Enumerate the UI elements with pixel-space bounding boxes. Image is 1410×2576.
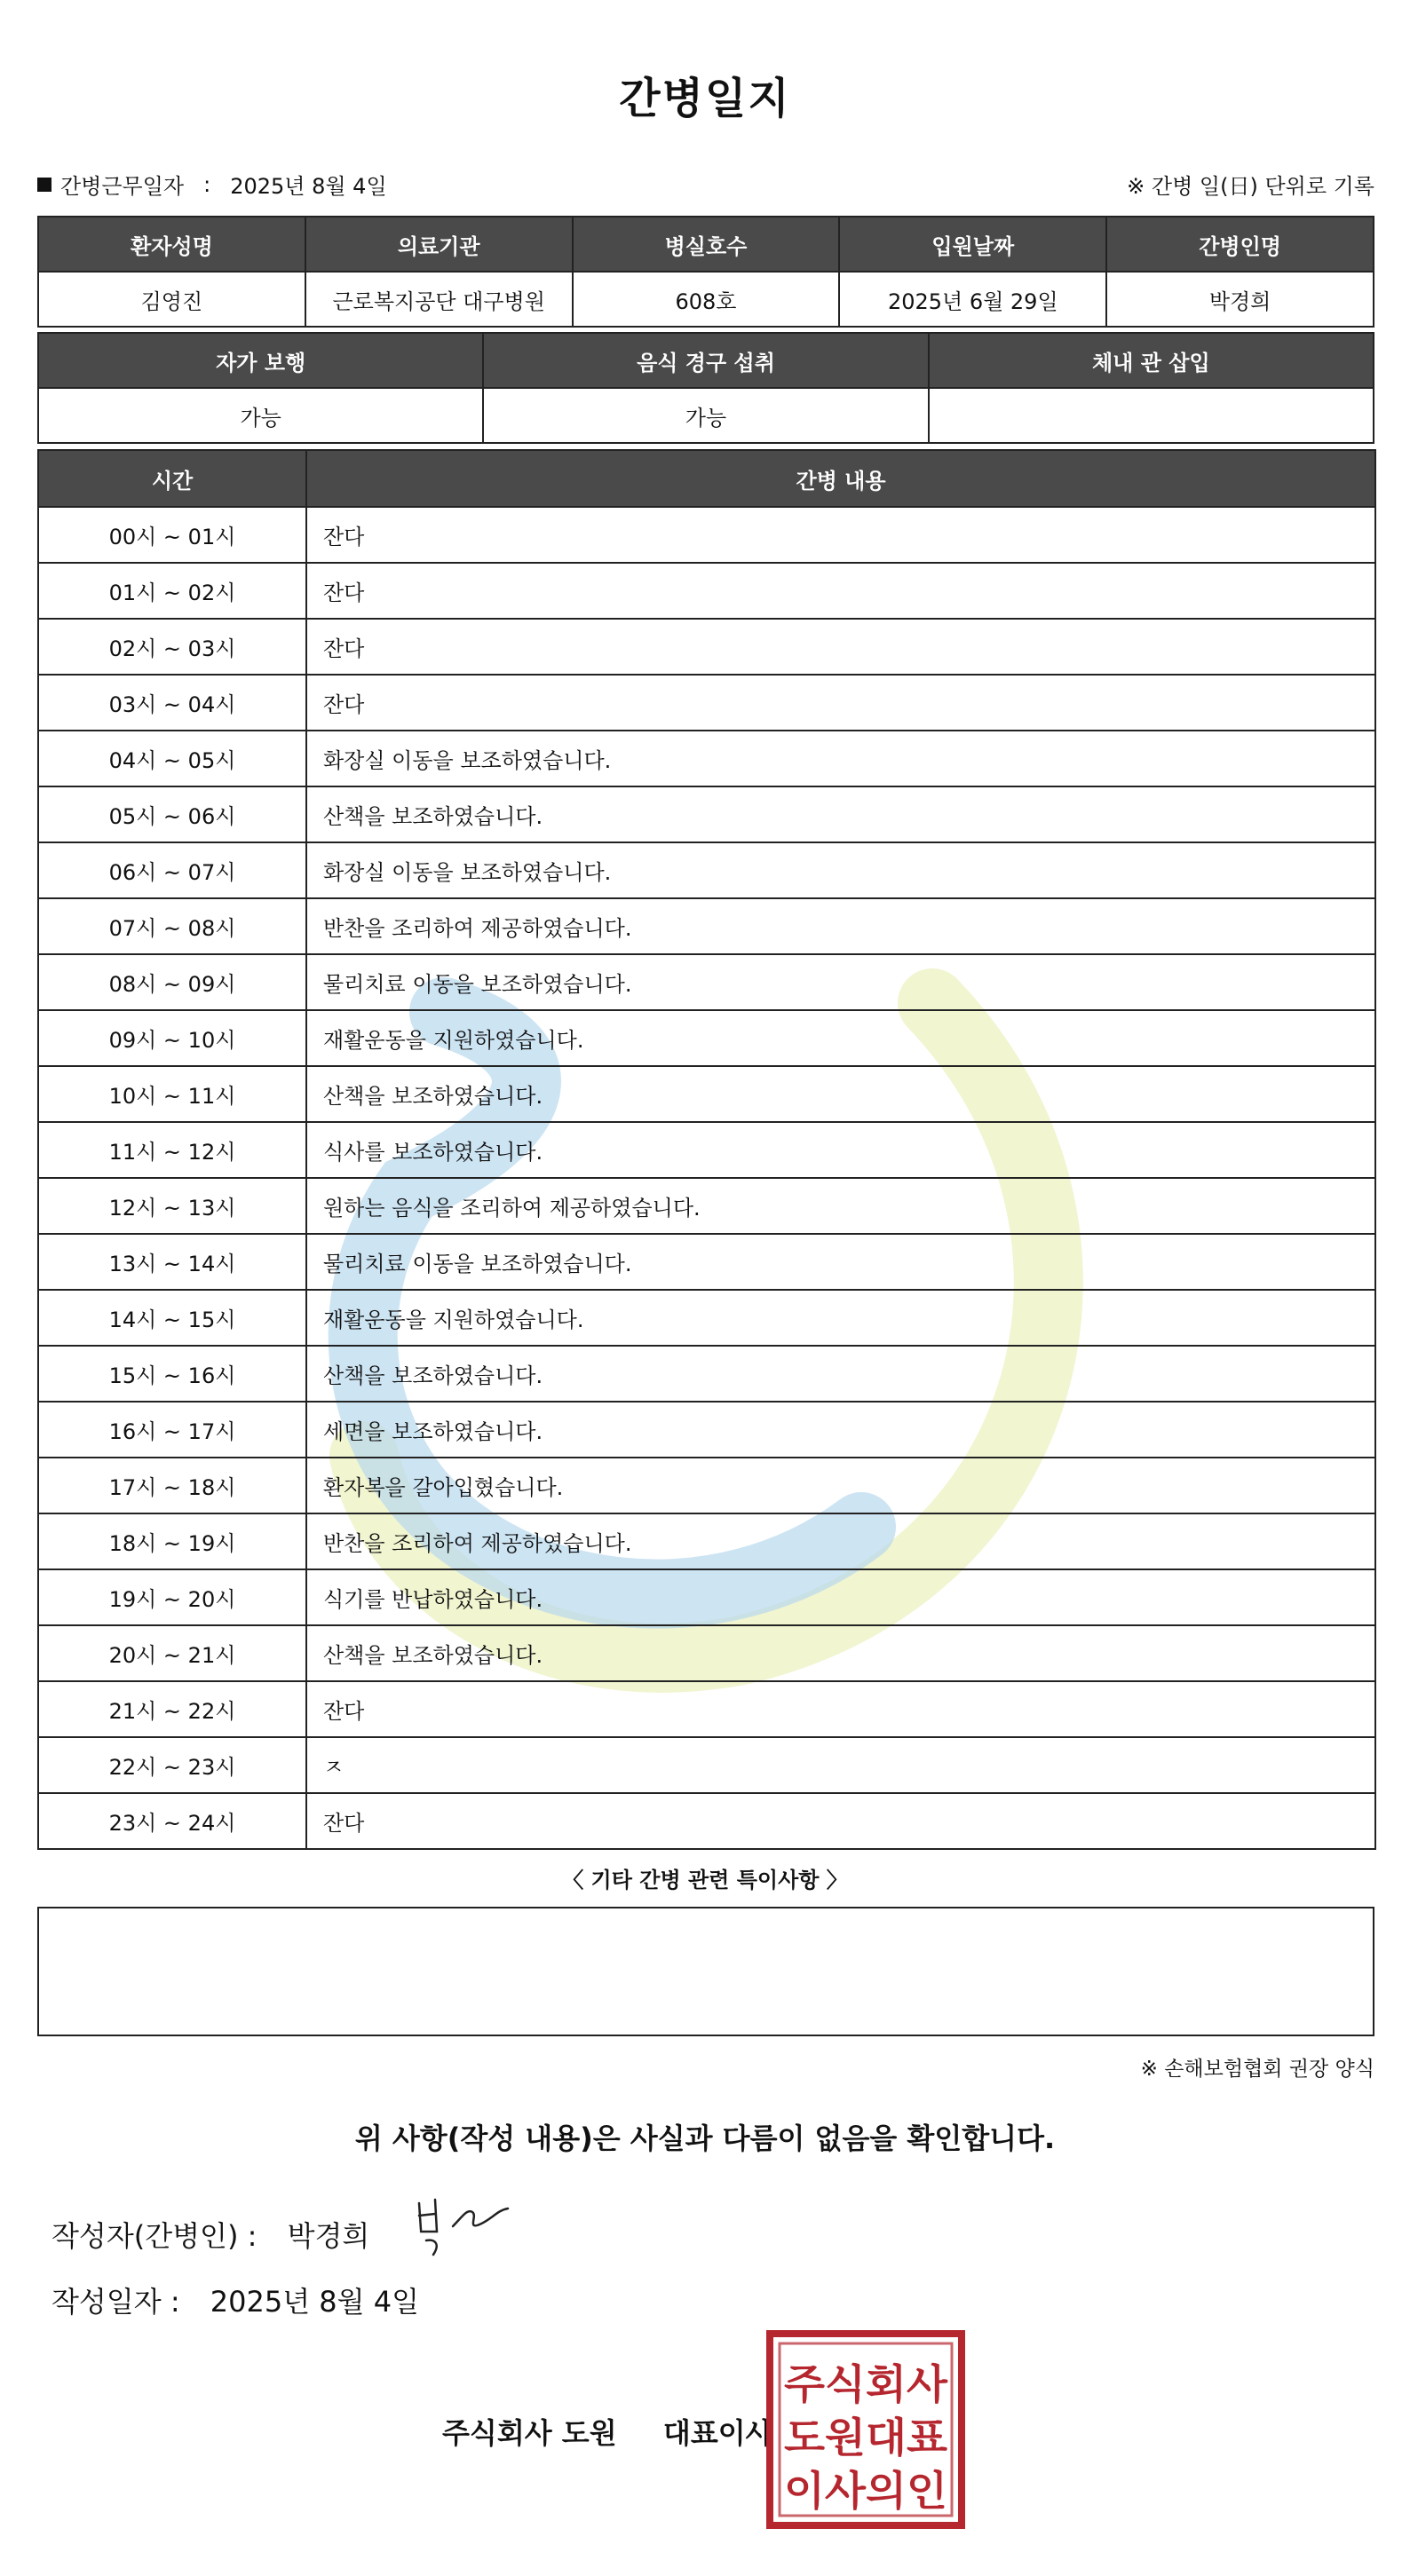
header-room: 병실호수 bbox=[573, 217, 840, 272]
log-content: 잔다 bbox=[306, 507, 1375, 563]
work-date-separator: : bbox=[203, 171, 211, 197]
log-content: 산책을 보조하였습니다. bbox=[306, 1625, 1375, 1681]
table-row bbox=[38, 1737, 1375, 1793]
header-oral-intake: 음식 경구 섭취 bbox=[483, 333, 928, 388]
table-row bbox=[38, 1346, 1375, 1402]
header-care-content: 간병 내용 bbox=[306, 450, 1375, 507]
log-content: 잔다 bbox=[306, 1793, 1375, 1849]
log-content: 반찬을 조리하여 제공하였습니다. bbox=[306, 1513, 1375, 1569]
header-patient-name: 환자성명 bbox=[38, 217, 305, 272]
log-content: 반찬을 조리하여 제공하였습니다. bbox=[306, 898, 1375, 954]
writer-name: 박경희 bbox=[287, 2219, 370, 2253]
header-tube-insertion: 체내 관 삽입 bbox=[929, 333, 1374, 388]
company-seal-icon bbox=[765, 2329, 966, 2530]
patient-name: 김영진 bbox=[38, 272, 305, 327]
table-row bbox=[38, 1793, 1375, 1849]
admission-date: 2025년 6월 29일 bbox=[839, 272, 1106, 327]
table-row bbox=[38, 1625, 1375, 1681]
log-content: 재활운동을 지원하였습니다. bbox=[306, 1010, 1375, 1066]
log-time: 18시 ~ 19시 bbox=[38, 1513, 306, 1569]
care-log-table bbox=[37, 449, 1376, 1850]
log-time: 15시 ~ 16시 bbox=[38, 1346, 306, 1402]
log-content: 식사를 보조하였습니다. bbox=[306, 1122, 1375, 1178]
patient-info-value-row bbox=[38, 272, 1374, 327]
form-note: ※ 손해보험협회 권장 양식 bbox=[1140, 2058, 1374, 2081]
log-time: 16시 ~ 17시 bbox=[38, 1402, 306, 1458]
status-value-row bbox=[38, 388, 1374, 443]
log-content: 재활운동을 지원하였습니다. bbox=[306, 1290, 1375, 1346]
square-bullet-icon bbox=[37, 178, 51, 192]
log-time: 03시 ~ 04시 bbox=[38, 675, 306, 731]
log-time: 08시 ~ 09시 bbox=[38, 954, 306, 1010]
log-content: 잔다 bbox=[306, 1681, 1375, 1737]
log-time: 21시 ~ 22시 bbox=[38, 1681, 306, 1737]
writer-label: 작성자(간병인) : bbox=[51, 2219, 257, 2253]
patient-info-table bbox=[37, 216, 1374, 328]
log-content: 세면을 보조하였습니다. bbox=[306, 1402, 1375, 1458]
table-row bbox=[38, 1178, 1375, 1234]
log-time: 11시 ~ 12시 bbox=[38, 1122, 306, 1178]
log-time: 19시 ~ 20시 bbox=[38, 1569, 306, 1625]
page-title: 간병일지 bbox=[619, 74, 791, 123]
oral-intake-status: 가능 bbox=[483, 388, 928, 443]
table-row bbox=[38, 786, 1375, 842]
log-time: 02시 ~ 03시 bbox=[38, 619, 306, 675]
table-row bbox=[38, 1234, 1375, 1290]
room-number: 608호 bbox=[573, 272, 840, 327]
log-time: 23시 ~ 24시 bbox=[38, 1793, 306, 1849]
signature-icon bbox=[408, 2191, 524, 2262]
header-hospital: 의료기관 bbox=[305, 217, 573, 272]
header-time: 시간 bbox=[38, 450, 306, 507]
log-content: 화장실 이동을 보조하였습니다. bbox=[306, 842, 1375, 898]
log-content: 화장실 이동을 보조하였습니다. bbox=[306, 731, 1375, 786]
svg-text:주식회사: 주식회사 bbox=[784, 2360, 948, 2408]
written-date-label: 작성일자 : bbox=[51, 2285, 180, 2319]
table-row bbox=[38, 507, 1375, 563]
table-row bbox=[38, 1458, 1375, 1513]
company-line bbox=[442, 2411, 773, 2452]
table-row bbox=[38, 1569, 1375, 1625]
work-date-label: 간병근무일자 bbox=[60, 174, 185, 199]
table-row bbox=[38, 1681, 1375, 1737]
work-date bbox=[37, 169, 387, 200]
log-time: 14시 ~ 15시 bbox=[38, 1290, 306, 1346]
written-date-value: 2025년 8월 4일 bbox=[210, 2285, 420, 2319]
table-row bbox=[38, 675, 1375, 731]
log-time: 00시 ~ 01시 bbox=[38, 507, 306, 563]
caregiver-name: 박경희 bbox=[1106, 272, 1374, 327]
log-content: 식기를 반납하였습니다. bbox=[306, 1569, 1375, 1625]
log-time: 01시 ~ 02시 bbox=[38, 563, 306, 619]
written-date-line bbox=[51, 2280, 419, 2320]
log-content: 산책을 보조하였습니다. bbox=[306, 786, 1375, 842]
company-title: 대표이사 bbox=[662, 2416, 773, 2450]
log-time: 10시 ~ 11시 bbox=[38, 1066, 306, 1122]
table-row bbox=[38, 1290, 1375, 1346]
table-row bbox=[38, 1513, 1375, 1569]
patient-status-table bbox=[37, 332, 1374, 444]
table-row bbox=[38, 842, 1375, 898]
log-time: 13시 ~ 14시 bbox=[38, 1234, 306, 1290]
log-content: 산책을 보조하였습니다. bbox=[306, 1066, 1375, 1122]
table-row bbox=[38, 619, 1375, 675]
hospital-name: 근로복지공단 대구병원 bbox=[305, 272, 573, 327]
log-content: ㅈ bbox=[306, 1737, 1375, 1793]
header-admission-date: 입원날짜 bbox=[839, 217, 1106, 272]
log-content: 물리치료 이동을 보조하였습니다. bbox=[306, 1234, 1375, 1290]
log-content: 원하는 음식을 조리하여 제공하였습니다. bbox=[306, 1178, 1375, 1234]
table-row bbox=[38, 1402, 1375, 1458]
header-walking: 자가 보행 bbox=[38, 333, 483, 388]
log-time: 12시 ~ 13시 bbox=[38, 1178, 306, 1234]
table-row bbox=[38, 898, 1375, 954]
log-time: 07시 ~ 08시 bbox=[38, 898, 306, 954]
writer-line bbox=[51, 2214, 369, 2255]
svg-text:이사의인: 이사의인 bbox=[784, 2467, 947, 2515]
notes-box bbox=[37, 1907, 1374, 2036]
status-header-row bbox=[38, 333, 1374, 388]
work-date-value: 2025년 8월 4일 bbox=[230, 174, 387, 199]
log-content: 환자복을 갈아입혔습니다. bbox=[306, 1458, 1375, 1513]
log-time: 22시 ~ 23시 bbox=[38, 1737, 306, 1793]
table-row bbox=[38, 1122, 1375, 1178]
table-row bbox=[38, 1066, 1375, 1122]
log-time: 09시 ~ 10시 bbox=[38, 1010, 306, 1066]
unit-note: ※ 간병 일(日) 단위로 기록 bbox=[1127, 174, 1374, 199]
care-log-header-row bbox=[38, 450, 1375, 507]
log-time: 05시 ~ 06시 bbox=[38, 786, 306, 842]
log-time: 06시 ~ 07시 bbox=[38, 842, 306, 898]
company-name: 주식회사 도원 bbox=[442, 2416, 617, 2450]
log-content: 잔다 bbox=[306, 675, 1375, 731]
walking-status: 가능 bbox=[38, 388, 483, 443]
svg-text:도원대표: 도원대표 bbox=[784, 2414, 948, 2461]
table-row bbox=[38, 563, 1375, 619]
table-row bbox=[38, 1010, 1375, 1066]
log-content: 물리치료 이동을 보조하였습니다. bbox=[306, 954, 1375, 1010]
table-row bbox=[38, 731, 1375, 786]
table-row bbox=[38, 954, 1375, 1010]
log-content: 산책을 보조하였습니다. bbox=[306, 1346, 1375, 1402]
log-time: 17시 ~ 18시 bbox=[38, 1458, 306, 1513]
notes-title: 〈 기타 간병 관련 특이사항 〉 bbox=[562, 1868, 848, 1892]
patient-info-header-row bbox=[38, 217, 1374, 272]
log-content: 잔다 bbox=[306, 563, 1375, 619]
meta-row bbox=[37, 169, 1374, 201]
confirmation-statement: 위 사항(작성 내용)은 사실과 다름이 없음을 확인합니다. bbox=[354, 2122, 1056, 2155]
log-content: 잔다 bbox=[306, 619, 1375, 675]
log-time: 04시 ~ 05시 bbox=[38, 731, 306, 786]
tube-insertion-status bbox=[929, 388, 1374, 443]
log-time: 20시 ~ 21시 bbox=[38, 1625, 306, 1681]
header-caregiver-name: 간병인명 bbox=[1106, 217, 1374, 272]
